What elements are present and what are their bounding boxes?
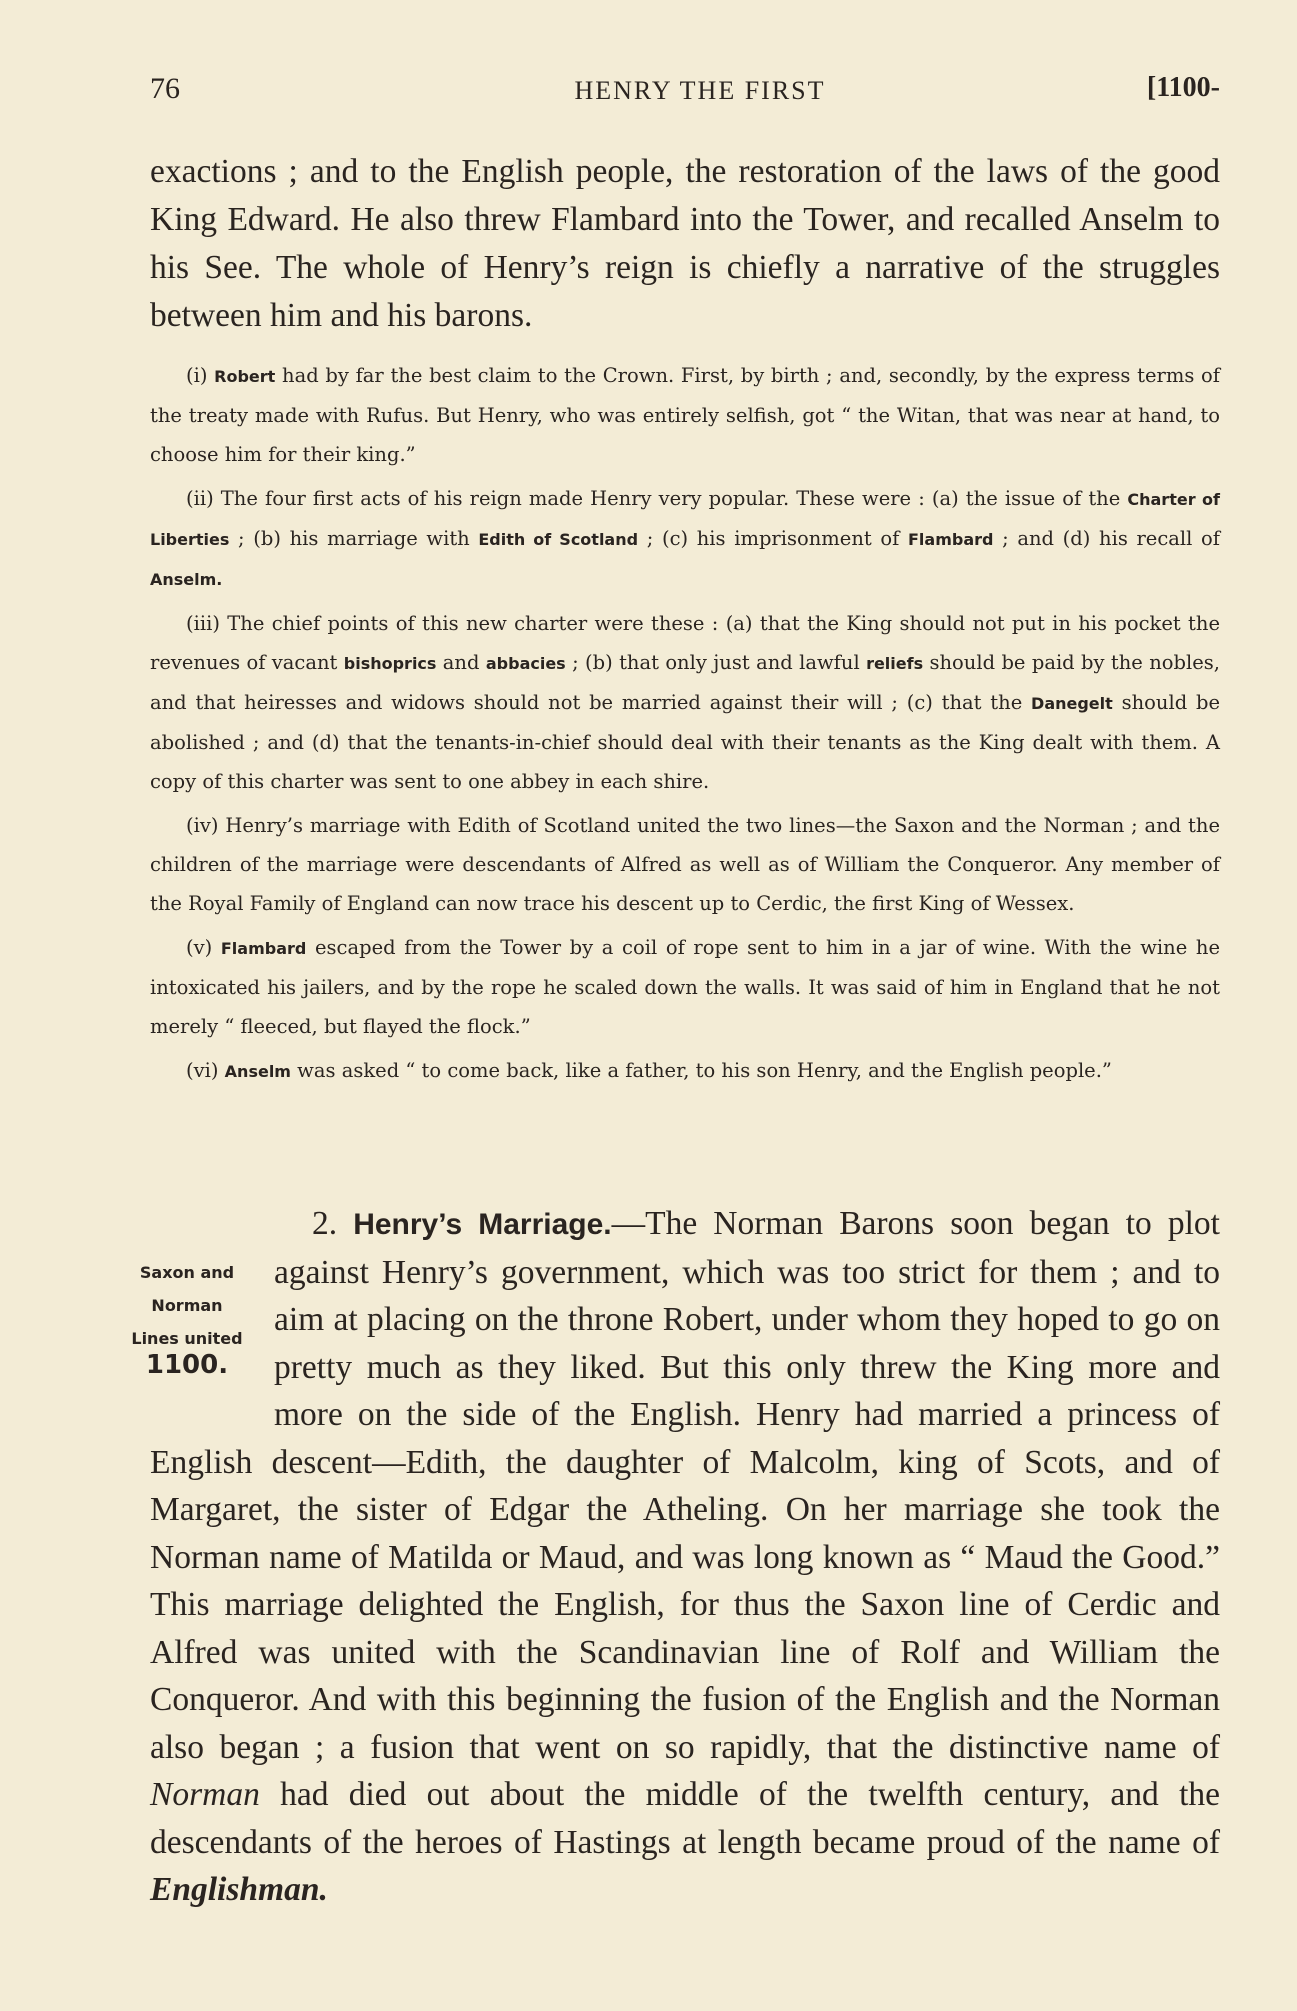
footnote-text: was asked “ to come back, like a father, to his son Henry, and the English people.” — [290, 1059, 1112, 1082]
page-number: 76 — [150, 72, 180, 105]
footnote-bold-term: reliefs — [866, 654, 924, 673]
footnote-bold-term: abbacies — [485, 654, 566, 673]
footnote-bold-term: Flambard — [907, 530, 994, 549]
footnote-text: (vi) — [186, 1059, 225, 1082]
footnote-bold-term: Danegelt — [1031, 694, 1113, 713]
footnote — [150, 604, 1220, 801]
margin-note-year: 1100. — [145, 1350, 229, 1380]
margin-note-line-2: Norman — [151, 1296, 223, 1315]
footnote-text: (v) — [186, 936, 221, 959]
section-heading — [312, 1205, 612, 1242]
footnote — [150, 479, 1220, 599]
running-head — [150, 72, 1220, 112]
footnote-text: ; and (d) his recall of — [993, 527, 1220, 550]
footnote-text: should be abolished ; and (d) that the tenants-in-chief should deal with their tenants as the King dealt with them. A copy of this charter was sent to one abbey in each shire. — [150, 691, 1220, 793]
section-title: Henry’s Marriage. — [353, 1208, 612, 1241]
margin-note-line-3: Lines united — [131, 1329, 243, 1348]
margin-note-line-1: Saxon and — [139, 1263, 235, 1282]
footnote — [150, 356, 1220, 474]
footnote-text: (i) — [186, 364, 215, 387]
section-text-2: had died out about the middle of the twelfth century, and the descendants of the heroes of Hastings at length became proud of the name of — [150, 1776, 1220, 1861]
footnote-text: should be paid by the nobles, and that heiresses and widows should not be married against their will ; (c) that the — [150, 651, 1220, 714]
footnote-text: (iv) Henry’s marriage with Edith of Scotland united the two lines—the Saxon and the Norman ; and the children of the marriage were descendants of Alfred as well as of William the Conqueror. Any member of the Royal Family of England can now trace his descent up to Cerdic, the first King of Wessex. — [150, 814, 1220, 915]
italic-englishman: Englishman. — [150, 1871, 328, 1908]
footnote — [150, 806, 1220, 923]
running-date: [1100- — [1146, 72, 1220, 103]
footnote-text: escaped from the Tower by a coil of rope sent to him in a jar of wine. With the wine he intoxicated his jailers, and by the rope he scaled down the walls. It was said of him in England that he not merely “ fleeced, but flayed the flock.” — [150, 936, 1220, 1038]
footnote — [150, 928, 1220, 1046]
footnote-bold-term: Edith of Scotland — [478, 530, 639, 549]
footnote-text: (iii) The chief points of this new charter were these : (a) that the King should not put in his pocket the revenues of vacant — [150, 612, 1220, 674]
footnote-bold-term: Anselm. — [150, 570, 223, 589]
footnote-text: ; (b) that only just and lawful — [565, 651, 867, 674]
margin-note — [112, 1256, 262, 1424]
section-henrys-marriage — [131, 1200, 1220, 1914]
intro-paragraph: exactions ; and to the English people, the restoration of the laws of the good King Edward. He also threw Flambard into the Tower, and recalled Anselm to his See. The whole of Henry’s reign is chiefly a narrative of the struggles between him and his barons. — [150, 153, 1220, 334]
footnote-text: (ii) The four first acts of his reign made Henry very popular. These were : (a) the issue of the — [186, 487, 1128, 510]
section-text-1: —The Norman Barons soon began to plot against Henry’s government, which was too strict for them ; and to aim at placing on the throne Robert, under whom they hoped to go on pretty much as they liked. But this only threw the King more and more on the side of the English. Henry had married a princess of English descent—Edith, the daughter of Malcolm, king of Scots, and of Margaret, the sister of Edgar the Atheling. On her marriage she took the Norman name of Matilda or Maud, and was long known as “ Maud the Good.” This marriage delighted the English, for thus the Saxon line of Cerdic and Alfred was united with the Scandinavian line of Rolf and William the Conqueror. And with this beginning the fusion of the English and the Norman also began ; a fusion that went on so rapidly, that the distinctive name of — [150, 1205, 1220, 1766]
footnote-text: had by far the best claim to the Crown. First, by birth ; and, secondly, by the express terms of the treaty made with Rufus. But Henry, who was entirely selfish, got “ the Witan, that was near at hand, to choose him for their king.” — [150, 364, 1220, 466]
footnote-bold-term: bishoprics — [343, 654, 437, 673]
footnotes — [150, 356, 1220, 1096]
footnote — [150, 1051, 1220, 1091]
section-number: 2. — [312, 1205, 338, 1242]
italic-norman: Norman — [150, 1776, 260, 1813]
footnote-bold-term: Robert — [214, 367, 276, 386]
running-title: HENRY THE FIRST — [574, 76, 826, 105]
footnote-bold-term: Flambard — [220, 939, 307, 958]
footnote-bold-term: Charter of Liberties — [150, 490, 1221, 549]
footnote-text: ; (b) his marriage with — [229, 527, 479, 550]
footnote-bold-term: Anselm — [224, 1062, 291, 1081]
footnote-text: and — [436, 651, 486, 674]
footnote-text: ; (c) his imprisonment of — [638, 527, 908, 550]
